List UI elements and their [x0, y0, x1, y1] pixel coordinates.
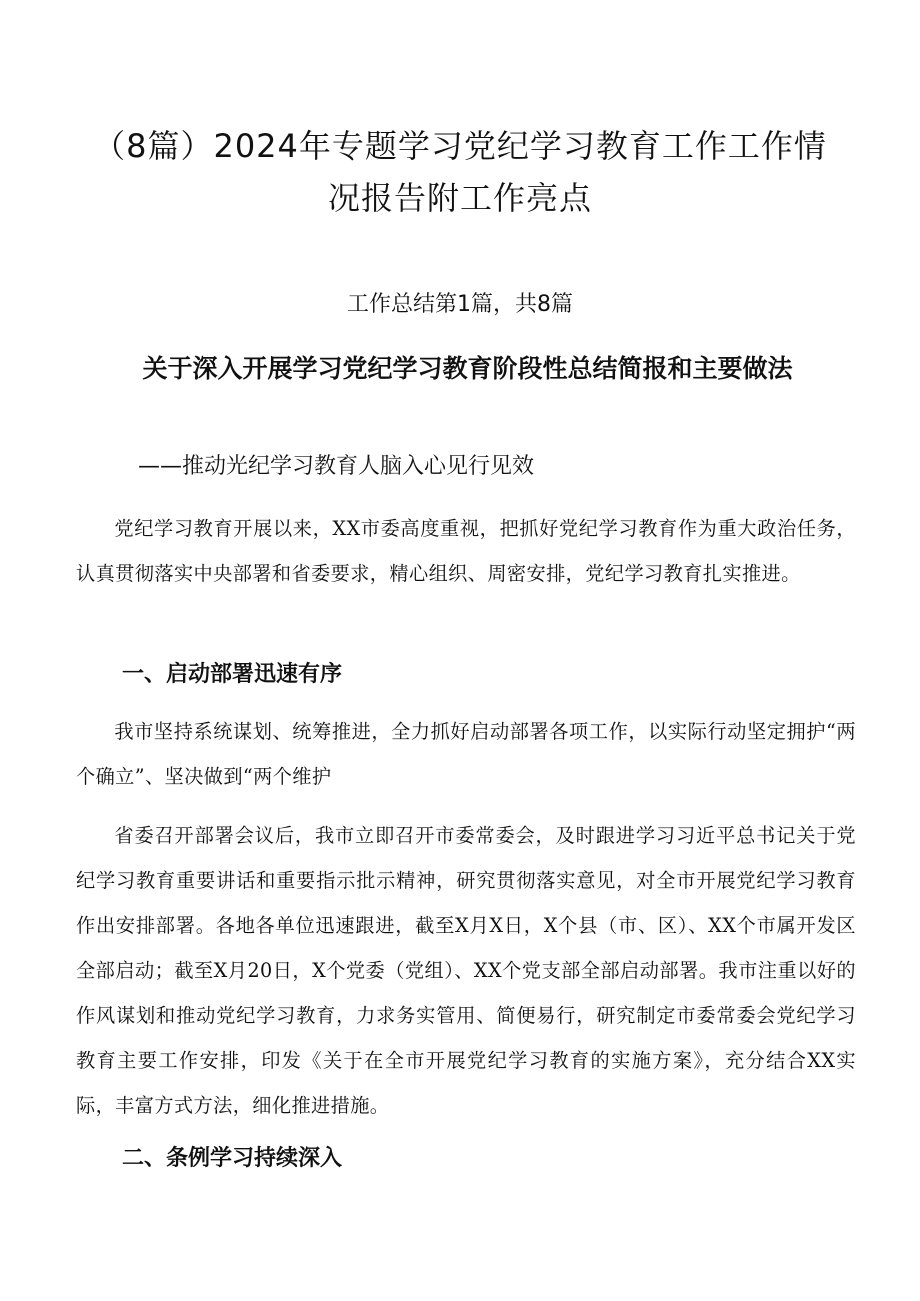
section-1-heading: 一、启动部署迅速有序 — [122, 662, 343, 687]
section-2-heading: 二、条例学习持续深入 — [122, 1146, 343, 1171]
intro-paragraph: 党纪学习教育开展以来，XX市委高度重视，把抓好党纪学习教育作为重大政治任务，认真贯彻落实中央部署和省委要求，精心组织、周密安排，党纪学习教育扎实推进。 — [76, 517, 856, 585]
document-title: （8篇）2024年专题学习党纪学习教育工作工作情况报告附工作亮点 — [93, 127, 827, 217]
part-label: 工作总结第1篇，共8篇 — [347, 292, 573, 317]
section-1-paragraph-2: 省委召开部署会议后，我市立即召开市委常委会，及时跟进学习习近平总书记关于党纪学习教育重要讲话和重要指示批示精神，研究贯彻落实意见，对全市开展党纪学习教育作出安排部署。各地各单位迅速跟进，截至X月X日，X个县（市、区）、XX个市属开发区全部启动；截至X月20日，X个党委（党组）、XX个党支部全部启动部署。我市注重以好的作风谋划和推动党纪学习教育，力求务实管用、简便易行，研究制定市委常委会党纪学习教育主要工作安排，印发《关于在全市开展党纪学习教育的实施方案》，充分结合XX实际，丰富方式方法，细化推进措施。 — [76, 824, 856, 1117]
section-1-paragraph-1: 我市坚持系统谋划、统筹推进，全力抓好启动部署各项工作，以实际行动坚定拥护“两个确立”、坚决做到“两个维护 — [76, 720, 856, 788]
article-tagline: ——推动光纪学习教育人脑入心见行见效 — [138, 454, 535, 479]
article-subtitle: 关于深入开展学习党纪学习教育阶段性总结简报和主要做法 — [142, 354, 793, 383]
